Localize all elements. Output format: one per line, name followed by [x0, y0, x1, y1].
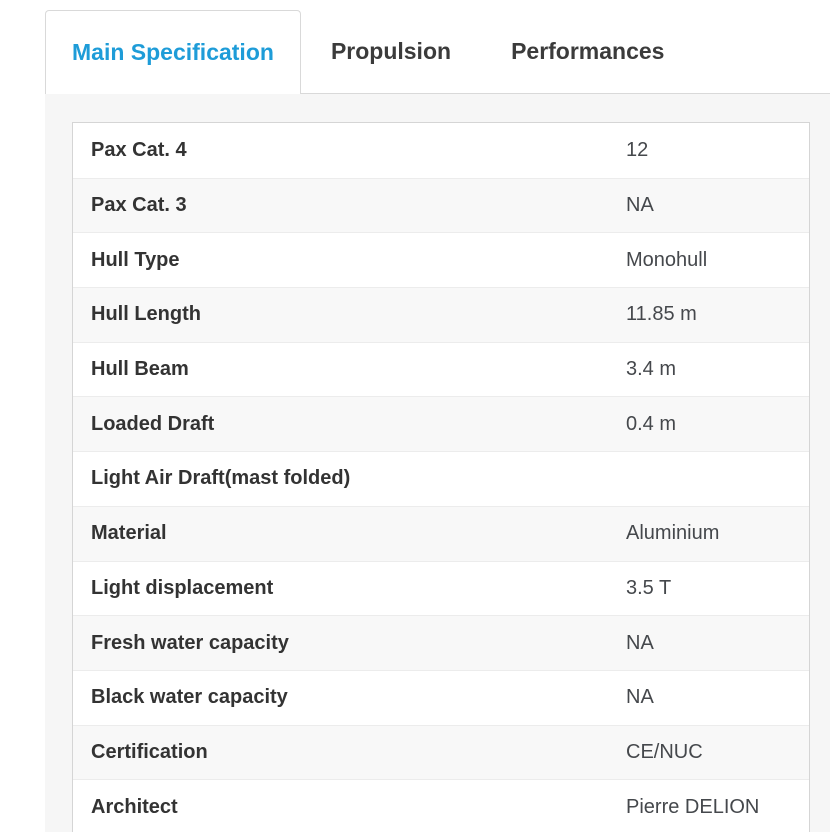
- row-label: Light displacement: [91, 576, 274, 599]
- table-row: [73, 506, 809, 561]
- row-label: Certification: [91, 740, 208, 763]
- table-row: [73, 178, 809, 233]
- row-label: Architect: [91, 795, 178, 818]
- table-row: [73, 123, 809, 178]
- table-row: [73, 670, 809, 725]
- row-value: 3.4 m: [626, 358, 677, 381]
- row-value: 0.4 m: [626, 412, 677, 435]
- row-value: Aluminium: [626, 522, 720, 545]
- table-row: [73, 396, 809, 451]
- row-value: Pierre DELION: [626, 795, 760, 818]
- row-label: Hull Beam: [91, 358, 189, 381]
- row-label: Hull Type: [91, 248, 180, 271]
- row-value: NA: [626, 686, 654, 709]
- row-label: Black water capacity: [91, 686, 288, 709]
- table-row: [73, 779, 809, 832]
- tab-main-specification[interactable]: Main Specification: [45, 10, 301, 94]
- table-row: [73, 451, 809, 506]
- row-value: 12: [626, 138, 649, 161]
- table-row: [73, 725, 809, 780]
- row-value: 3.5 T: [626, 576, 672, 599]
- row-value: NA: [626, 194, 654, 217]
- row-label: Light Air Draft(mast folded): [91, 467, 351, 490]
- row-value: Monohull: [626, 248, 708, 271]
- table-row: [73, 342, 809, 397]
- tab-strip: [45, 10, 830, 94]
- row-value: NA: [626, 631, 654, 654]
- tab-panel: [45, 94, 830, 832]
- tab-performances[interactable]: Performances: [511, 38, 665, 64]
- row-label: Pax Cat. 3: [91, 194, 187, 217]
- row-value: CE/NUC: [626, 740, 703, 763]
- row-label: Pax Cat. 4: [91, 138, 187, 161]
- table-row: [73, 615, 809, 670]
- row-value: 11.85 m: [626, 303, 697, 326]
- row-label: Hull Length: [91, 303, 201, 326]
- row-label: Material: [91, 522, 167, 545]
- row-label: Fresh water capacity: [91, 631, 289, 654]
- table-row: [73, 561, 809, 616]
- tab-propulsion[interactable]: Propulsion: [330, 38, 452, 64]
- table-row: [73, 287, 809, 342]
- row-label: Loaded Draft: [91, 412, 215, 435]
- table-row: [73, 232, 809, 287]
- spec-table: [72, 122, 810, 832]
